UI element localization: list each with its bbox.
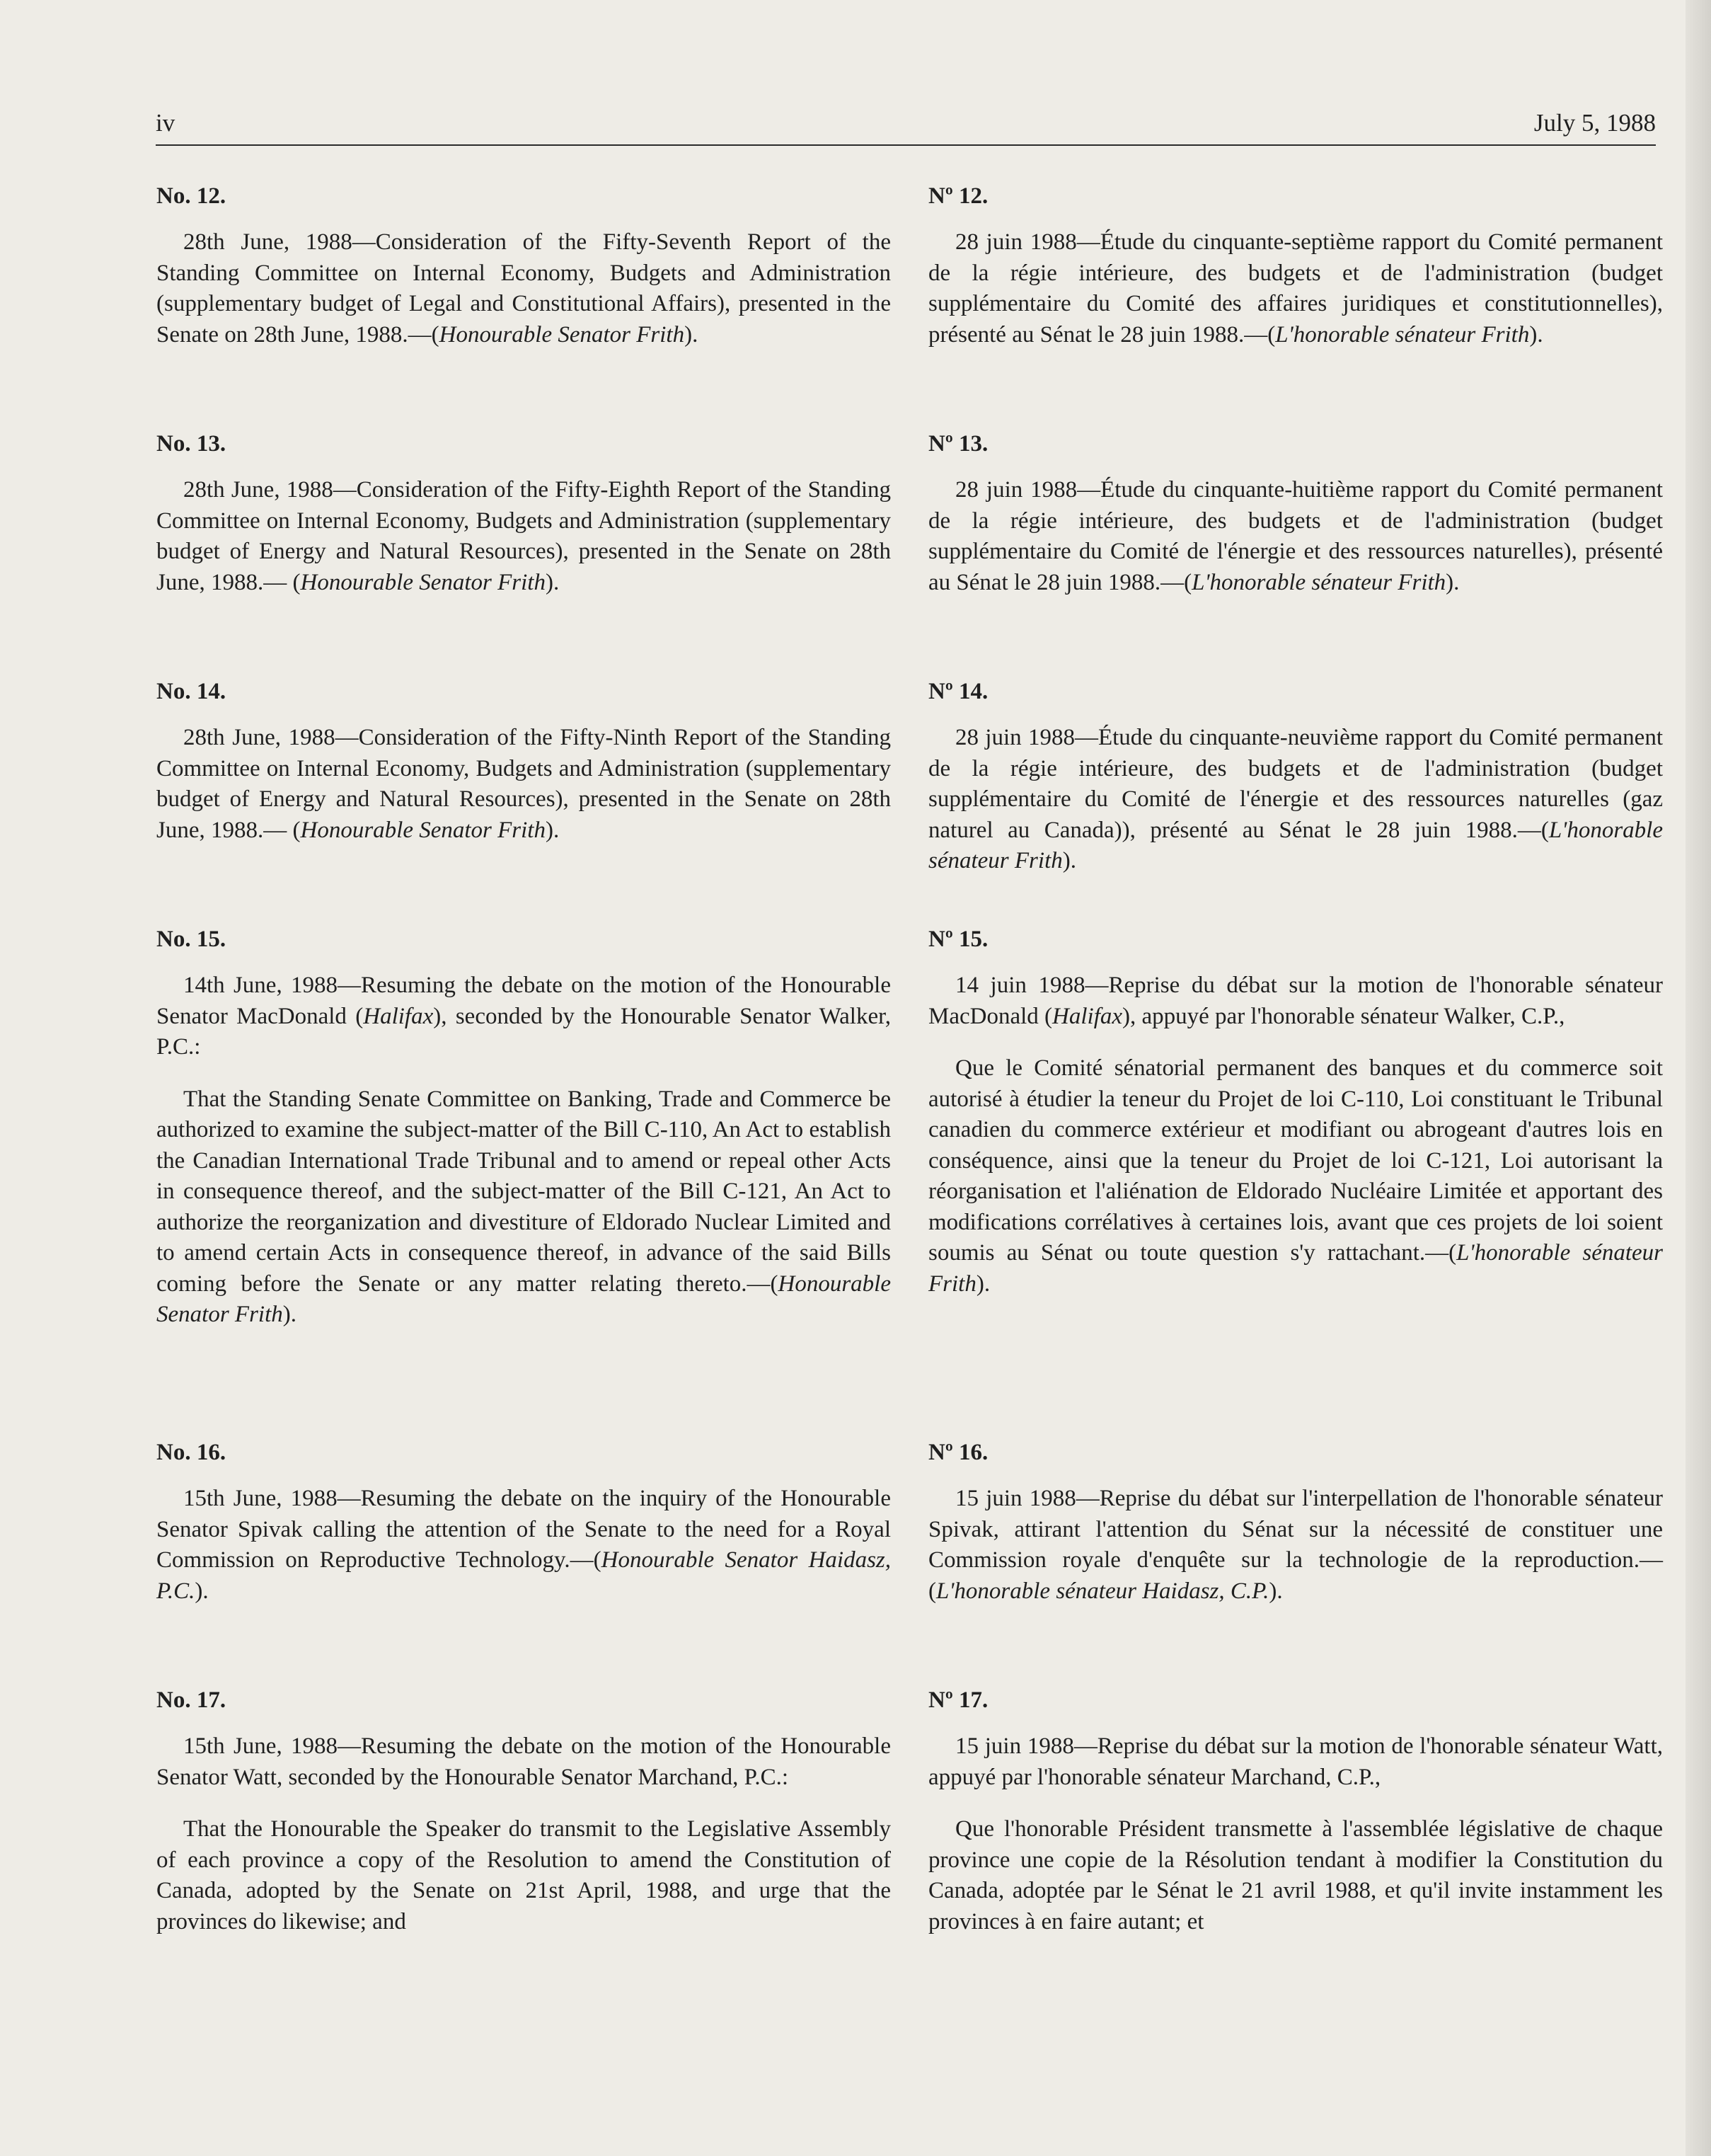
item-paragraph: 28th June, 1988—Consideration of the Fifty-Ninth Report of the Standing Committee on Internal Economy, Budgets and Administration (supplementary budget of Energy and Natural Resources), presented in the Senate on 28th June, 1988.— (Honourable Senator Frith). [156,725,891,843]
order-item-13-en [156,428,891,612]
item-paragraph: 15th June, 1988—Resuming the debate on the inquiry of the Honourable Senator Spivak calling the attention of the Senate to the need for a Royal Commission on Reproductive Technology.—(Honourable Senator Haidasz, P.C.). [156,1486,891,1604]
item-heading: No. 12. [156,183,226,209]
item-heading: Nº 14. [928,679,989,704]
item-paragraph: 15 juin 1988—Reprise du débat sur l'interpellation de l'honorable sénateur Spivak, attirant l'attention du Sénat sur la nécessité de constituer une Commission royale d'enquête sur la technologie de la reproduction.—(L'honorable sénateur Haidasz, C.P.). [928,1486,1663,1604]
item-paragraph: 28th June, 1988—Consideration of the Fifty-Eighth Report of the Standing Committee on Internal Economy, Budgets and Administration (supplementary budget of Energy and Natural Resources), presented in the Senate on 28th June, 1988.— (Honourable Senator Frith). [156,477,891,595]
page-edge [1686,0,1711,2156]
item-paragraph: 15 juin 1988—Reprise du débat sur la motion de l'honorable sénateur Watt, appuyé par l'honorable sénateur Marchand, C.P., [928,1733,1663,1790]
order-item-15-fr [928,924,1663,1314]
motion-paragraph: Que l'honorable Président transmette à l'assemblée législative de chaque province une copie de la Résolution tendant à modifier la Constitution du Canada, adoptée par le Sénat le 21 avril 1988, et qu'il invite instamment les provinces à en faire autant; et [928,1816,1663,1934]
item-heading: No. 14. [156,679,226,704]
page-date: July 5, 1988 [1533,109,1656,137]
item-heading: No. 17. [156,1687,226,1713]
item-paragraph: 14 juin 1988—Reprise du débat sur la motion de l'honorable sénateur MacDonald (Halifax), appuyé par l'honorable sénateur Walker, C.P., [928,973,1663,1029]
order-item-13-fr [928,428,1663,612]
item-heading: No. 13. [156,431,226,457]
order-item-16-fr [928,1437,1663,1621]
item-paragraph: 28th June, 1988—Consideration of the Fifty-Seventh Report of the Standing Committee on Internal Economy, Budgets and Administration (supplementary budget of Legal and Constitutional Affairs), presented in the Senate on 28th June, 1988.—(Honourable Senator Frith). [156,229,891,348]
order-item-17-fr [928,1685,1663,1951]
item-heading: Nº 17. [928,1687,989,1713]
order-item-12-fr [928,180,1663,365]
item-heading: Nº 12. [928,183,989,209]
item-paragraph: 28 juin 1988—Étude du cinquante-huitième rapport du Comité permanent de la régie intérieure, des budgets et de l'administration (budget supplémentaire du Comité de l'énergie et des ressources naturelles), présenté au Sénat le 28 juin 1988.—(L'honorable sénateur Frith). [928,477,1663,595]
item-paragraph: 14th June, 1988—Resuming the debate on the motion of the Honourable Senator MacDonald (Halifax), seconded by the Honourable Senator Walker, P.C.: [156,973,892,1060]
motion-paragraph: That the Standing Senate Committee on Banking, Trade and Commerce be authorized to examine the subject-matter of the Bill C-110, An Act to establish the Canadian International Trade Tribunal and to amend or repeal other Acts in consequence thereof, and the subject-matter of the Bill C-121, An Act to authorize the reorganization and divestiture of Eldorado Nuclear Limited and to amend certain Acts in consequence thereof, in advance of the said Bills coming before the Senate or any matter relating thereto.—(Honourable Senator Frith). [156,1086,891,1327]
item-paragraph: 28 juin 1988—Étude du cinquante-neuvième rapport du Comité permanent de la régie intérieure, des budgets et de l'administration (budget supplémentaire du Comité de l'énergie et des ressources naturelles (gaz naturel au Canada)), présenté au Sénat le 28 juin 1988.—(L'honorable sénateur Frith). [928,725,1663,873]
item-heading: No. 15. [156,927,226,952]
item-heading: Nº 15. [928,927,989,952]
page-header [156,106,1656,146]
order-item-14-en [156,676,891,860]
order-item-15-en [156,924,891,1345]
item-heading: Nº 13. [928,431,989,457]
page-number: iv [156,109,175,137]
order-item-17-en [156,1685,891,1951]
order-item-14-fr [928,676,1663,891]
item-paragraph: 15th June, 1988—Resuming the debate on the motion of the Honourable Senator Watt, seconded by the Honourable Senator Marchand, P.C.: [156,1733,891,1790]
item-paragraph: 28 juin 1988—Étude du cinquante-septième rapport du Comité permanent de la régie intérieure, des budgets et de l'administration (budget supplémentaire du Comité des affaires juridiques et constitutionnelles), présenté au Sénat le 28 juin 1988.—(L'honorable sénateur Frith). [928,229,1663,348]
motion-paragraph: That the Honourable the Speaker do transmit to the Legislative Assembly of each province a copy of the Resolution to amend the Constitution of Canada, adopted by the Senate on 21st April, 1988, and urge that the provinces do likewise; and [156,1816,891,1934]
order-item-12-en [156,180,891,365]
order-item-16-en [156,1437,891,1621]
item-heading: Nº 16. [928,1440,989,1465]
item-heading: No. 16. [156,1440,226,1465]
motion-paragraph: Que le Comité sénatorial permanent des banques et du commerce soit autorisé à étudier la teneur du Projet de loi C-110, Loi constituant le Tribunal canadien du commerce extérieur et modifiant ou abrogeant d'autres lois en conséquence, ainsi que la teneur du Projet de loi C-121, Loi autorisant la réorganisation et l'aliénation de Eldorado Nucléaire Limitée et apportant des modifications corrélatives à certaines lois, avant que ces projets de loi soient soumis au Sénat ou toute question s'y rattachant.—(L'honorable sénateur Frith). [928,1055,1663,1297]
